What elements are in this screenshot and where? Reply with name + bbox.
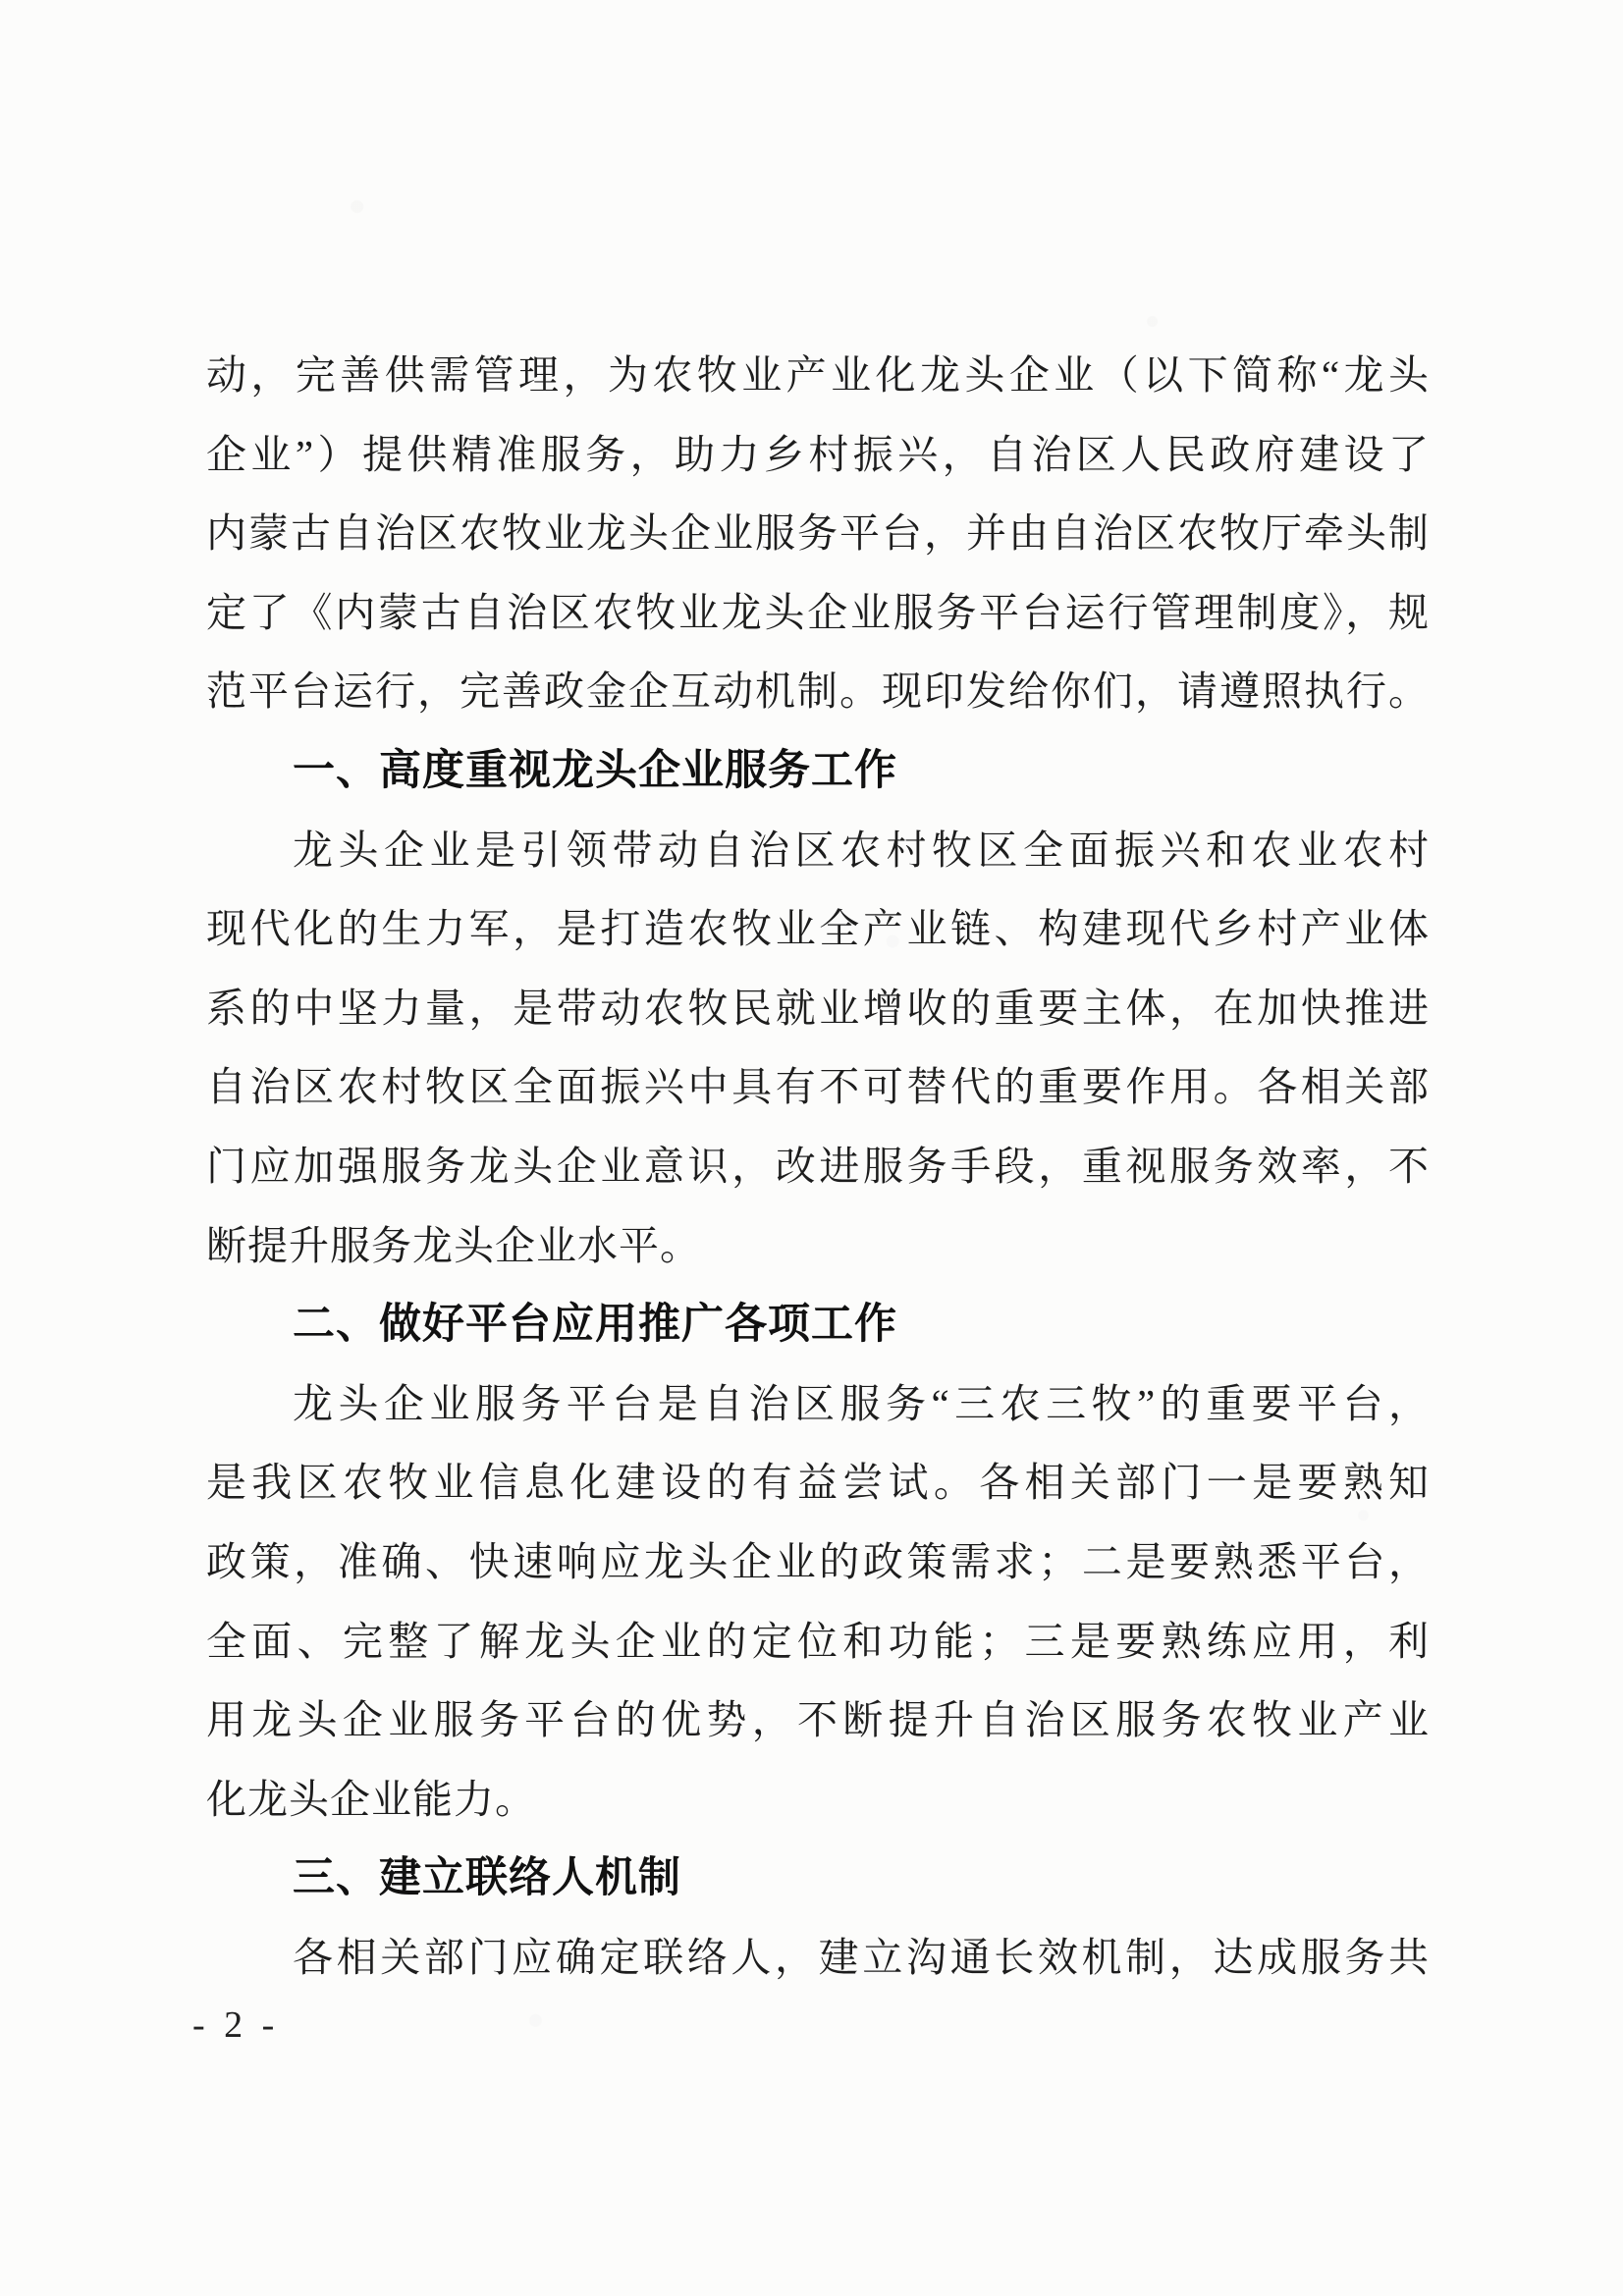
section-heading: 三、建立联络人机制 bbox=[293, 1854, 681, 1902]
body-text-line: 用龙头企业服务平台的优势，不断提升自治区服务农牧业产业 bbox=[206, 1697, 1430, 1743]
page-number: - 2 - bbox=[192, 2004, 280, 2046]
body-text-line: 化龙头企业能力。 bbox=[206, 1776, 536, 1822]
body-text-line: 是我区农牧业信息化建设的有益尝试。各相关部门一是要熟知 bbox=[206, 1460, 1430, 1506]
body-text-line: 定了《内蒙古自治区农牧业龙头企业服务平台运行管理制度》，规 bbox=[206, 589, 1430, 635]
body-text-line: 内蒙古自治区农牧业龙头企业服务平台，并由自治区农牧厅牵头制 bbox=[206, 510, 1430, 557]
body-text-line: 动，完善供需管理，为农牧业产业化龙头企业（以下简称“龙头 bbox=[206, 352, 1430, 398]
document-body bbox=[206, 336, 1430, 1997]
body-text-line: 各相关部门应确定联络人，建立沟通长效机制，达成服务共 bbox=[293, 1934, 1430, 1980]
body-text-line: 龙头企业服务平台是自治区服务“三农三牧”的重要平台， bbox=[293, 1380, 1430, 1426]
body-text-line: 系的中坚力量，是带动农牧民就业增收的重要主体，在加快推进 bbox=[206, 985, 1430, 1031]
section-heading: 二、做好平台应用推广各项工作 bbox=[293, 1301, 897, 1349]
body-text-line: 政策，准确、快速响应龙头企业的政策需求；二是要熟悉平台， bbox=[206, 1538, 1430, 1584]
body-text-line: 企业”）提供精准服务，助力乡村振兴，自治区人民政府建设了 bbox=[206, 431, 1430, 477]
body-text-line: 龙头企业是引领带动自治区农村牧区全面振兴和农业农村 bbox=[293, 827, 1430, 873]
section-heading: 一、高度重视龙头企业服务工作 bbox=[293, 746, 897, 794]
body-text-line: 门应加强服务龙头企业意识，改进服务手段，重视服务效率，不 bbox=[206, 1143, 1430, 1189]
body-text-line: 自治区农村牧区全面振兴中具有不可替代的重要作用。各相关部 bbox=[206, 1064, 1430, 1110]
body-text-line: 范平台运行，完善政金企互动机制。现印发给你们，请遵照执行。 bbox=[206, 668, 1430, 715]
body-text-line: 现代化的生力军，是打造农牧业全产业链、构建现代乡村产业体 bbox=[206, 906, 1430, 952]
body-text-line: 全面、完整了解龙头企业的定位和功能；三是要熟练应用，利 bbox=[206, 1618, 1430, 1664]
body-text-line: 断提升服务龙头企业水平。 bbox=[206, 1222, 701, 1268]
